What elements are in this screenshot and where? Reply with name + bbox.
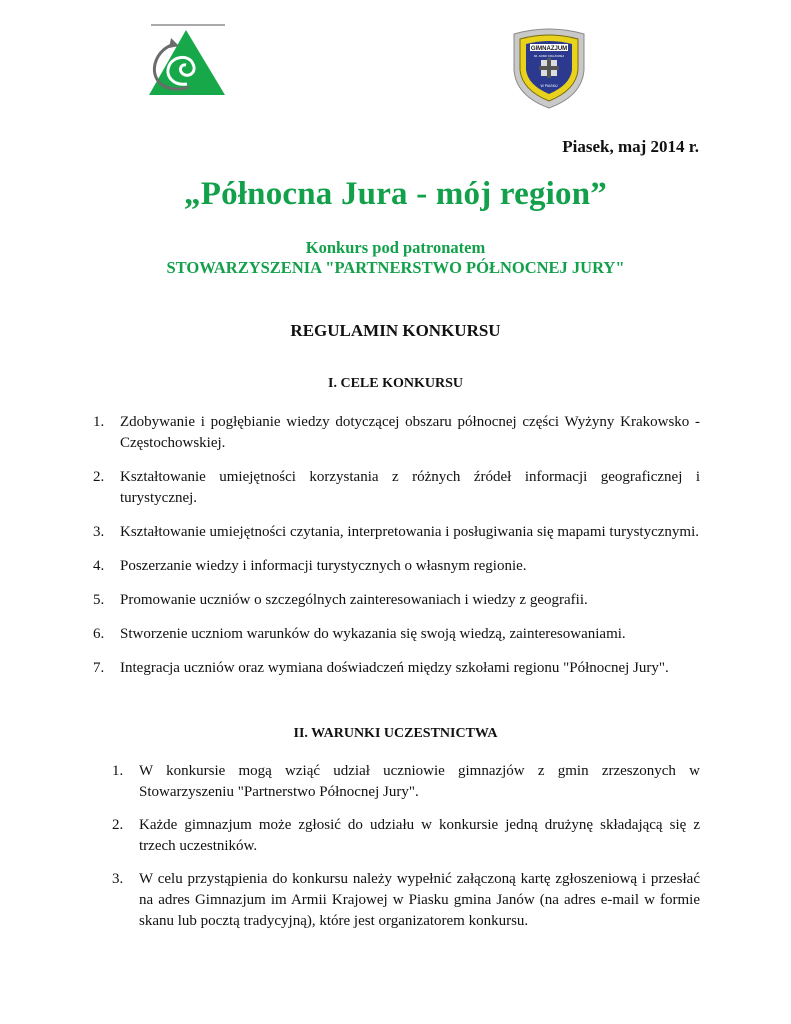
item-text: W celu przystąpienia do konkursu należy wypełnić załączoną kartę zgłoszeniową i przesłać na adres Gimnazjum im Armii Krajowej w Piasku gmina Janów (na adres e-mail w formie skanu lub pocztą tradycyjną), które jest organizatorem konkursu. xyxy=(139,871,700,929)
item-number: 3. xyxy=(93,524,105,540)
list-item xyxy=(112,761,700,803)
patronage-subtitle xyxy=(0,238,791,278)
subtitle-line-2: STOWARZYSZENIA "PARTNERSTWO PÓŁNOCNEJ JURY" xyxy=(166,258,625,277)
item-number: 3. xyxy=(112,871,124,887)
item-number: 4. xyxy=(93,558,105,574)
item-number: 2. xyxy=(93,469,105,485)
item-text: Zdobywanie i pogłębianie wiedzy dotyczącej obszaru północnej części Wyżyny Krakowsko -Częstochowskiej. xyxy=(120,414,700,451)
item-text: Poszerzanie wiedzy i informacji turystycznych o własnym regionie. xyxy=(120,558,527,574)
list-item xyxy=(112,815,700,857)
list-item xyxy=(93,624,700,645)
list-item xyxy=(93,658,700,679)
conditions-list xyxy=(112,761,700,944)
crest-patron-text: IM. ARMII KRAJOWEJ xyxy=(533,54,565,58)
goals-list xyxy=(93,412,700,692)
item-number: 1. xyxy=(93,414,105,430)
item-text: Promowanie uczniów o szczególnych zainteresowaniach i wiedzy z geografii. xyxy=(120,592,588,608)
crest-name-text: GIMNAZJUM xyxy=(530,46,568,52)
list-item xyxy=(93,412,700,454)
list-item xyxy=(93,590,700,611)
school-crest-logo xyxy=(508,26,590,110)
item-text: Integracja uczniów oraz wymiana doświadczeń między szkołami regionu "Północnej Jury". xyxy=(120,660,669,676)
association-logo xyxy=(143,24,227,98)
section-heading-conditions: II. WARUNKI UCZESTNICTWA xyxy=(293,726,498,741)
item-text: Każde gimnazjum może zgłosić do udziału w konkursie jedną drużynę składającą się z trzech uczestników. xyxy=(139,817,700,854)
item-number: 2. xyxy=(112,817,124,833)
item-number: 1. xyxy=(112,763,124,779)
item-text: Kształtowanie umiejętności korzystania z różnych źródeł informacji geograficznej i turystycznej. xyxy=(120,469,700,506)
list-item xyxy=(112,869,700,932)
list-item xyxy=(93,556,700,577)
item-text: Kształtowanie umiejętności czytania, interpretowania i posługiwania się mapami turystycznymi. xyxy=(120,524,699,540)
section-heading-goals: I. CELE KONKURSU xyxy=(328,376,463,391)
item-text: Stworzenie uczniom warunków do wykazania się swoją wiedzą, zainteresowaniami. xyxy=(120,626,626,642)
item-number: 6. xyxy=(93,626,105,642)
list-item xyxy=(93,467,700,509)
contest-title: „Północna Jura - mój region” xyxy=(184,176,607,212)
item-number: 5. xyxy=(93,592,105,608)
item-text: W konkursie mogą wziąć udział uczniowie gimnazjów z gmin zrzeszonych w Stowarzyszeniu "Partnerstwo Północnej Jury". xyxy=(139,763,700,800)
item-number: 7. xyxy=(93,660,105,676)
crest-town-text: W PIASKU xyxy=(540,84,558,88)
list-item xyxy=(93,522,700,543)
regulation-heading: REGULAMIN KONKURSU xyxy=(290,321,501,340)
document-date: Piasek, maj 2014 r. xyxy=(562,137,699,156)
subtitle-line-1: Konkurs pod patronatem xyxy=(305,238,486,257)
